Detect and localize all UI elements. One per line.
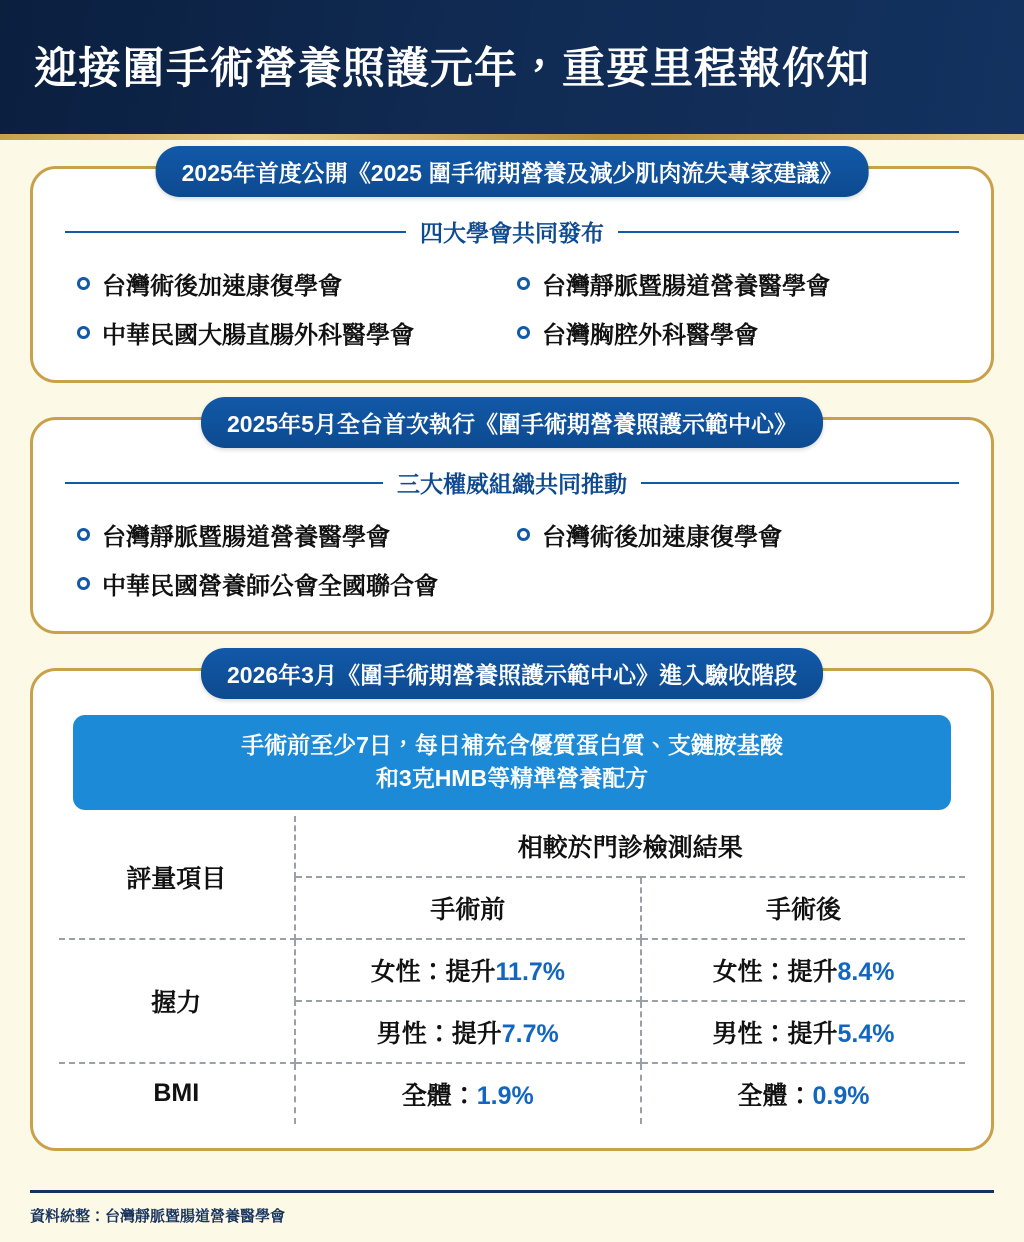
list-item-label: 台灣靜脈暨腸道營養醫學會 bbox=[102, 524, 390, 551]
cell-grip-male-post bbox=[641, 1001, 965, 1063]
page-footer bbox=[0, 1190, 1024, 1242]
cell-value: 7.7% bbox=[501, 1019, 559, 1048]
cell-value: 1.9% bbox=[476, 1081, 534, 1110]
highlight-line-1: 手術前至少7日，每日補充含優質蛋白質、支鏈胺基酸 bbox=[241, 732, 783, 758]
col-header-pre-op: 手術前 bbox=[295, 877, 641, 939]
row-header-label: 評量項目 bbox=[59, 816, 295, 939]
card-3-badge: 2026年3月《圍手術期營養照護示範中心》進入驗收階段 bbox=[201, 648, 823, 699]
circle-bullet-icon bbox=[77, 528, 90, 541]
list-item bbox=[77, 517, 507, 552]
col-header-post-op: 手術後 bbox=[641, 877, 965, 939]
list-item-label: 台灣術後加速康復學會 bbox=[102, 273, 342, 300]
milestone-card-1 bbox=[30, 160, 994, 383]
rule-right-icon bbox=[641, 482, 959, 484]
cell-prefix: 男性：提升 bbox=[712, 1019, 838, 1048]
cell-value: 0.9% bbox=[812, 1081, 870, 1110]
metric-label-grip: 握力 bbox=[59, 939, 295, 1063]
circle-bullet-icon bbox=[77, 577, 90, 590]
list-item bbox=[77, 266, 507, 301]
cell-prefix: 女性：提升 bbox=[712, 957, 838, 986]
table-row bbox=[59, 1063, 965, 1124]
list-item bbox=[517, 517, 947, 552]
content-area bbox=[0, 140, 1024, 1151]
milestone-card-2 bbox=[30, 411, 994, 634]
card-1-badge: 2025年首度公開《2025 圍手術期營養及減少肌肉流失專家建議》 bbox=[156, 146, 869, 197]
footer-source: 資料統整：台灣靜脈暨腸道營養醫學會 bbox=[30, 1208, 286, 1225]
card-2-badge: 2025年5月全台首次執行《圍手術期營養照護示範中心》 bbox=[201, 397, 823, 448]
metric-label-bmi: BMI bbox=[59, 1063, 295, 1124]
card-2-subtitle-row bbox=[65, 466, 959, 499]
rule-left-icon bbox=[65, 482, 383, 484]
card-2-subtitle: 三大權威組織共同推動 bbox=[397, 471, 627, 497]
cell-bmi-post bbox=[641, 1063, 965, 1124]
list-item-label: 中華民國營養師公會全國聯合會 bbox=[102, 573, 438, 600]
list-item-label: 台灣胸腔外科醫學會 bbox=[542, 322, 758, 349]
results-table bbox=[59, 816, 965, 1124]
table-row bbox=[59, 816, 965, 877]
cell-bmi-pre bbox=[295, 1063, 641, 1124]
cell-prefix: 男性：提升 bbox=[376, 1019, 502, 1048]
footer-divider bbox=[30, 1190, 994, 1193]
list-item bbox=[517, 266, 947, 301]
circle-bullet-icon bbox=[517, 528, 530, 541]
cell-value: 11.7% bbox=[495, 957, 566, 986]
list-item bbox=[77, 566, 507, 601]
nutrition-highlight-box bbox=[73, 715, 951, 810]
page-title: 迎接圍手術營養照護元年，重要里程報你知 bbox=[34, 45, 870, 94]
cell-prefix: 全體： bbox=[737, 1081, 813, 1110]
list-item-label: 中華民國大腸直腸外科醫學會 bbox=[102, 322, 414, 349]
cell-prefix: 全體： bbox=[401, 1081, 477, 1110]
circle-bullet-icon bbox=[517, 277, 530, 290]
page-header bbox=[0, 0, 1024, 140]
circle-bullet-icon bbox=[77, 277, 90, 290]
rule-right-icon bbox=[618, 231, 959, 233]
cell-grip-female-pre bbox=[295, 939, 641, 1001]
cell-prefix: 女性：提升 bbox=[370, 957, 496, 986]
list-item bbox=[517, 315, 947, 350]
card-1-subtitle-row bbox=[65, 215, 959, 248]
cell-grip-male-pre bbox=[295, 1001, 641, 1063]
circle-bullet-icon bbox=[517, 326, 530, 339]
list-item-label: 台灣術後加速康復學會 bbox=[542, 524, 782, 551]
list-item-label: 台灣靜脈暨腸道營養醫學會 bbox=[542, 273, 830, 300]
milestone-card-3 bbox=[30, 662, 994, 1151]
circle-bullet-icon bbox=[77, 326, 90, 339]
card-2-list bbox=[59, 517, 965, 607]
header-gold-divider bbox=[0, 134, 1024, 140]
cell-grip-female-post bbox=[641, 939, 965, 1001]
card-1-subtitle: 四大學會共同發布 bbox=[420, 220, 604, 246]
highlight-line-2: 和3克HMB等精準營養配方 bbox=[375, 765, 649, 792]
card-1-list bbox=[59, 266, 965, 356]
rule-left-icon bbox=[65, 231, 406, 233]
group-header: 相較於門診檢測結果 bbox=[295, 816, 965, 877]
cell-value: 5.4% bbox=[837, 1019, 895, 1048]
cell-value: 8.4% bbox=[837, 957, 895, 986]
table-row bbox=[59, 939, 965, 1001]
list-item bbox=[77, 315, 507, 350]
